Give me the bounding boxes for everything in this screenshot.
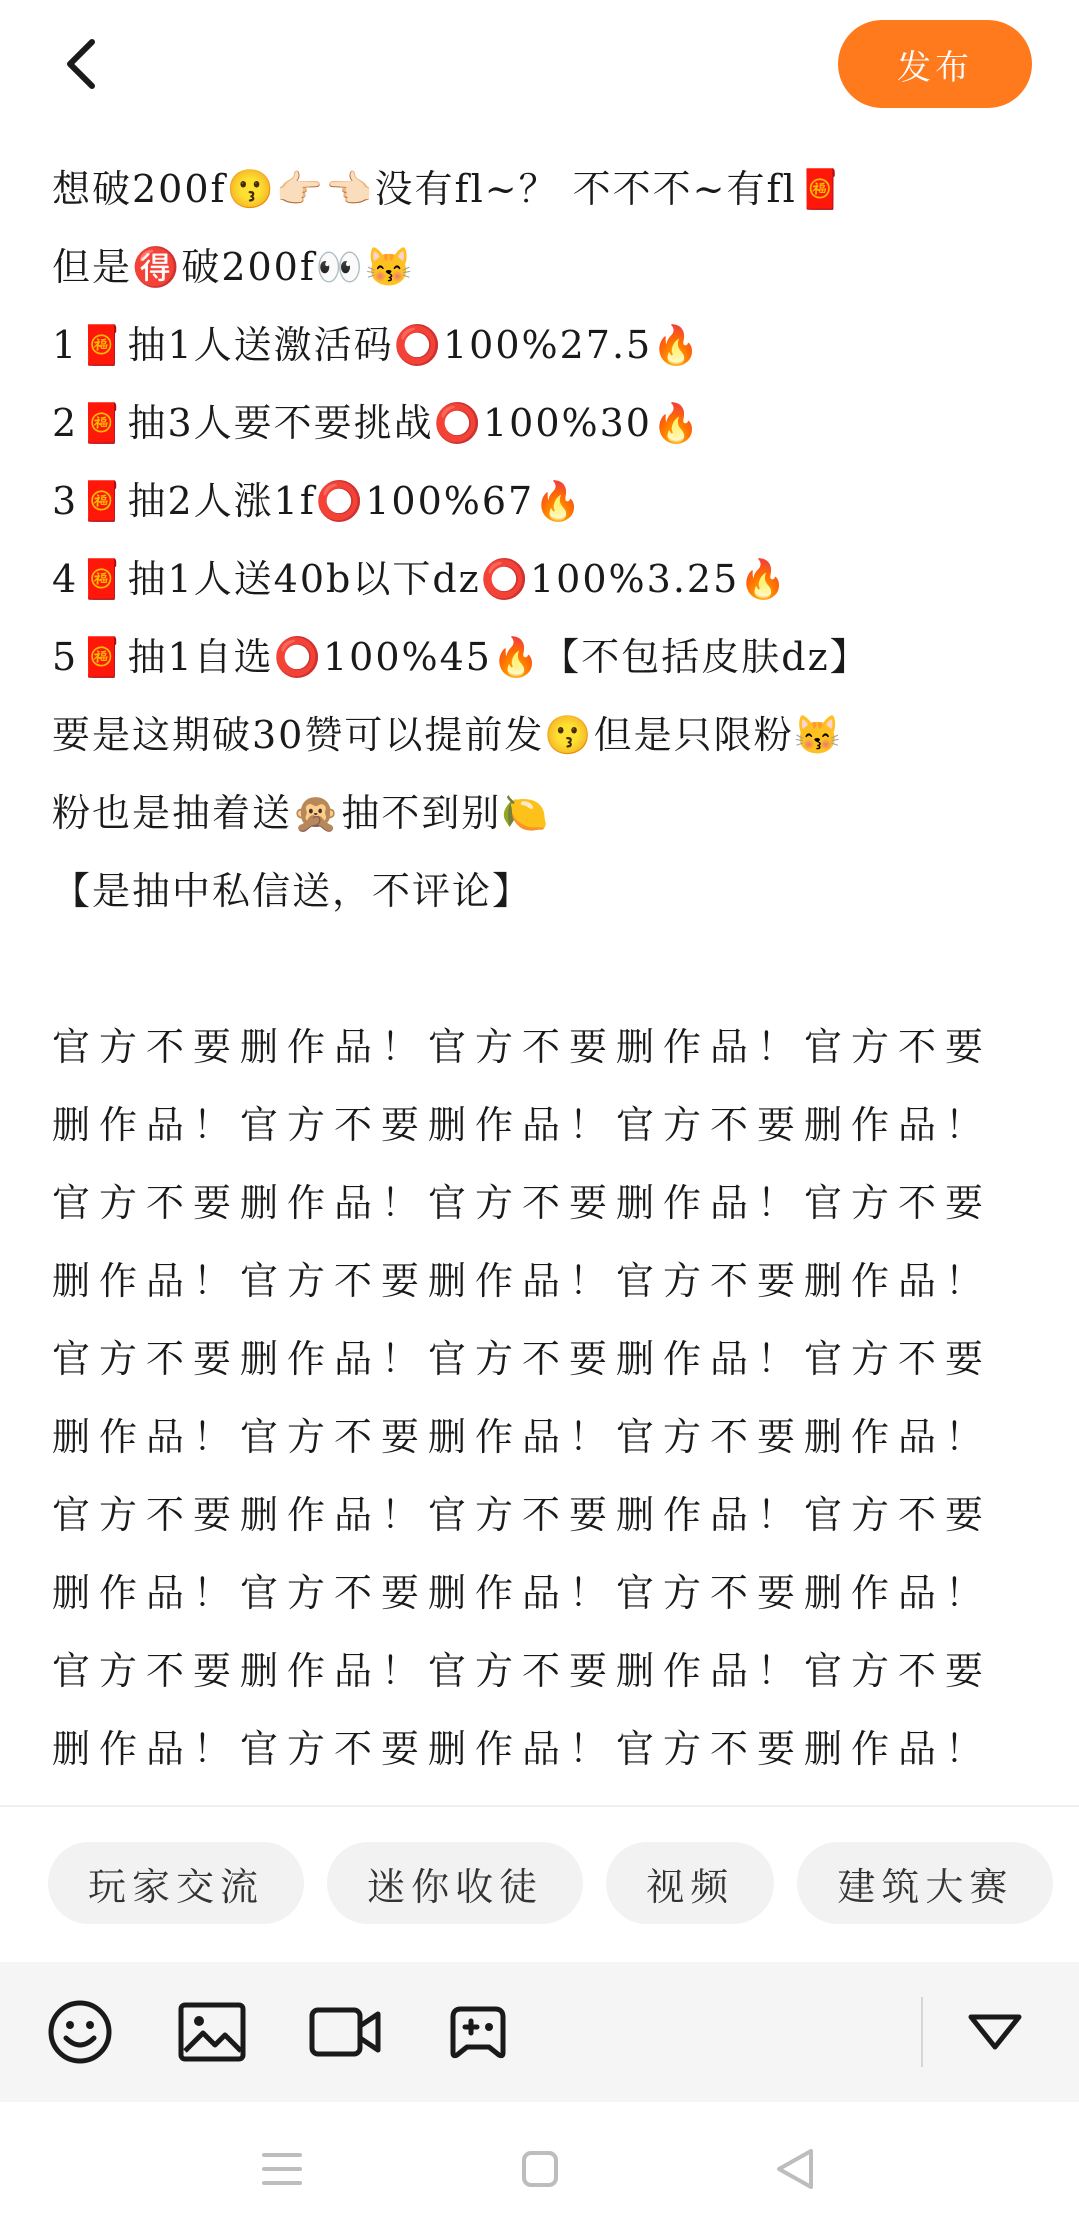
system-nav-bar [0,2102,1079,2236]
menu-icon [260,2149,304,2189]
tag-video[interactable]: 视频 [606,1842,774,1924]
tag-mini-apprentice[interactable]: 迷你收徒 [327,1842,583,1924]
repeated-notice-text: 官方不要删作品！官方不要删作品！官方不要删作品！官方不要删作品！官方不要删作品！官方不要删作品！官方不要删作品！官方不要删作品！官方不要删作品！官方不要删作品！官方不要删作品！官方不要删作品！官方不要删作品！官方不要删作品！官方不要删作品！官方不要删作品！官方不要删作品！官方不要删作品！官方不要删作品！官方不要删作品！官方不要删作品！官方不要删作品！官方不要删作品！官方不要删作品！官方不要删作品！ [52,1025,993,1771]
video-icon [308,2004,382,2060]
collapse-icon [966,2012,1024,2052]
chevron-left-icon [60,36,100,92]
tag-building-contest[interactable]: 建筑大赛 [797,1842,1053,1924]
post-editor[interactable] [52,150,1012,1780]
post-line: 1🧧抽1人送激活码⭕100%27.5🔥 [52,323,702,367]
post-line: 【是抽中私信送，不评论】 [52,869,533,913]
post-line: 粉也是抽着送🙊抽不到别🍋 [52,791,551,835]
publish-button[interactable]: 发布 [838,20,1032,108]
emoji-button[interactable] [40,1992,120,2072]
gamepad-icon [445,2001,511,2063]
toolbar-separator [921,1997,923,2067]
video-button[interactable] [305,1992,385,2072]
menu-nav-button[interactable] [247,2134,317,2204]
post-line: 想破200f😗👉🏻👈🏻没有fl~？ 不不不~有fl🧧 [52,167,847,211]
emoji-icon [46,1998,114,2066]
post-line: 但是🉐破200f👀😽 [52,245,415,289]
square-icon [520,2149,560,2189]
post-line: 2🧧抽3人要不要挑战⭕100%30🔥 [52,401,702,445]
image-icon [177,2001,247,2063]
collapse-button[interactable] [955,1992,1035,2072]
post-line: 4🧧抽1人送40b以下dz⭕100%3.25🔥 [52,557,789,601]
topic-tag-list [48,1842,1079,1924]
back-nav-button[interactable] [760,2134,830,2204]
post-line: 要是这期破30赞可以提前发😗但是只限粉😽 [52,713,843,757]
post-line: 3🧧抽2人涨1f⭕100%67🔥 [52,479,584,523]
blank-line [52,930,1012,1008]
editor-toolbar [0,1962,1079,2102]
post-line: 5🧧抽1自选⭕100%45🔥【不包括皮肤dz】 [52,635,870,679]
home-nav-button[interactable] [505,2134,575,2204]
top-bar [0,0,1079,140]
game-button[interactable] [438,1992,518,2072]
image-button[interactable] [172,1992,252,2072]
tag-player-exchange[interactable]: 玩家交流 [48,1842,304,1924]
divider [0,1805,1079,1807]
triangle-back-icon [773,2147,817,2191]
back-button[interactable] [40,24,120,104]
